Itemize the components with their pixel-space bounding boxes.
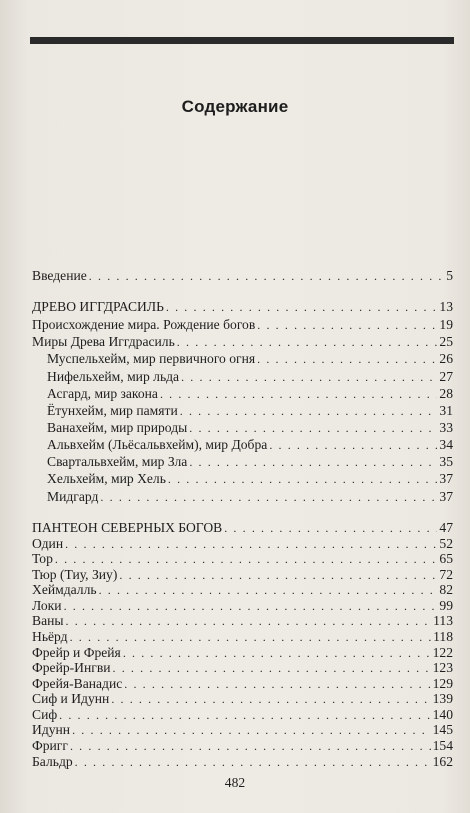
toc-entry-label: Муспельхейм, мир первичного огня [47, 351, 256, 366]
toc-entry-page: 140 [432, 706, 453, 722]
toc-entry-page: 19 [439, 317, 453, 332]
toc-entry-label: Фрейр-Ингви [32, 660, 111, 676]
toc-entry-page: 118 [433, 629, 453, 644]
toc-entry-label: Асгард, мир закона [47, 386, 158, 401]
toc-entry-label: Хельхейм, мир Хель [47, 471, 166, 486]
toc-entry-page: 139 [432, 691, 453, 707]
toc-entry-page: 65 [439, 551, 453, 567]
toc-entry-page: 27 [439, 369, 453, 384]
toc-leader-dots [257, 317, 437, 334]
toc-entry [32, 753, 453, 771]
toc-entry-page: 52 [439, 535, 453, 551]
toc-leader-dots [257, 351, 437, 368]
toc-entry-page: 72 [439, 566, 453, 582]
toc-entry-page: 123 [432, 660, 453, 676]
header-rule [30, 37, 454, 44]
toc-entry-label: Альвхейм (Льёсальвхейм), мир Добра [47, 437, 268, 452]
toc-leader-dots [160, 386, 437, 403]
toc-entry-page: 37 [439, 471, 453, 486]
toc-entry-label: Тор [32, 551, 53, 567]
toc-entry-label: Мидгард [47, 489, 99, 504]
toc-entry-page: 34 [439, 437, 453, 452]
toc-entry-page: 82 [439, 582, 453, 598]
toc-entry-label: Идунн [32, 722, 71, 738]
toc-entry-label: Один [32, 535, 64, 551]
toc-leader-dots [100, 489, 437, 506]
toc-leader-dots [89, 268, 444, 285]
toc-entry-label: Нифельхейм, мир льда [47, 369, 180, 384]
toc-entry-label: Введение [32, 268, 87, 283]
toc-entry-page: 25 [439, 334, 453, 349]
toc-entry-page: 129 [432, 675, 453, 691]
toc-entry-label: Тюр (Тиу, Зиу) [32, 566, 118, 582]
toc-entry-page: 13 [439, 299, 453, 314]
toc-entry [32, 333, 453, 351]
toc-entry-page: 5 [446, 268, 453, 283]
toc-entry-label: Хеймдалль [32, 582, 97, 598]
toc-leader-dots [177, 334, 438, 351]
toc-entry-page: 33 [439, 420, 453, 435]
toc-subentry [47, 368, 453, 386]
toc-leader-dots [189, 420, 437, 437]
toc-entry-label: Локи [32, 597, 62, 613]
toc-subentry [47, 436, 453, 454]
toc-leader-dots [269, 437, 437, 454]
toc-entry-label: Ваны [32, 613, 64, 629]
toc-leader-dots [180, 403, 438, 420]
toc-entry-label: Миры Древа Иггдрасиль [32, 334, 175, 349]
toc-entry-page: 26 [439, 351, 453, 366]
toc-entry [32, 267, 453, 285]
toc-entry-page: 122 [432, 644, 453, 660]
page-title: Содержание [181, 97, 289, 116]
toc-entry-page: 154 [432, 738, 453, 753]
toc-entry-page: 47 [439, 520, 453, 535]
toc-subentry [47, 488, 453, 506]
toc-entry-page: 35 [439, 454, 453, 469]
toc-subentry [47, 350, 453, 368]
toc-entry-label: Свартальвхейм, мир Зла [47, 454, 188, 469]
toc-entry-page: 28 [439, 386, 453, 401]
toc-subentry [47, 402, 453, 420]
toc-entry-label: Происхождение мира. Рождение богов [32, 317, 256, 332]
toc-entry-label: Ванахейм, мир природы [47, 420, 188, 435]
toc-entry-label: ДРЕВО ИГГДРАСИЛЬ [32, 299, 164, 314]
toc-entry-label: Ётунхейм, мир памяти [47, 403, 178, 418]
toc-subentry [47, 419, 453, 437]
toc-section-heading [32, 298, 453, 316]
toc-leader-dots [181, 369, 437, 386]
toc-entry-label: Фрейр и Фрейя [32, 644, 121, 660]
toc-entry-label: Бальдр [32, 753, 73, 769]
toc-entry-page: 162 [432, 753, 453, 769]
toc-entry-label: Фрейя-Ванадис [32, 675, 123, 691]
toc-subentry [47, 385, 453, 403]
page-number: 482 [224, 774, 246, 790]
toc-entry-label: Ньёрд [32, 629, 68, 644]
toc-entry-page: 99 [439, 597, 453, 613]
toc-leader-dots [168, 471, 438, 488]
toc-entry-page: 31 [439, 403, 453, 418]
toc-leader-dots [189, 454, 437, 471]
toc-entry-label: Фригг [32, 738, 68, 753]
toc-leader-dots [166, 299, 438, 316]
toc-leader-dots [75, 754, 431, 771]
toc-entry-label: ПАНТЕОН СЕВЕРНЫХ БОГОВ [32, 520, 223, 535]
toc-subentry [47, 470, 453, 488]
toc-entry-label: Сиф [32, 706, 58, 722]
toc-entry-page: 113 [433, 613, 453, 629]
toc-entry-page: 37 [439, 489, 453, 504]
toc-entry [32, 316, 453, 334]
toc-subentry [47, 453, 453, 471]
toc-entry-label: Сиф и Идунн [32, 691, 110, 707]
toc-entry-page: 145 [432, 722, 453, 738]
